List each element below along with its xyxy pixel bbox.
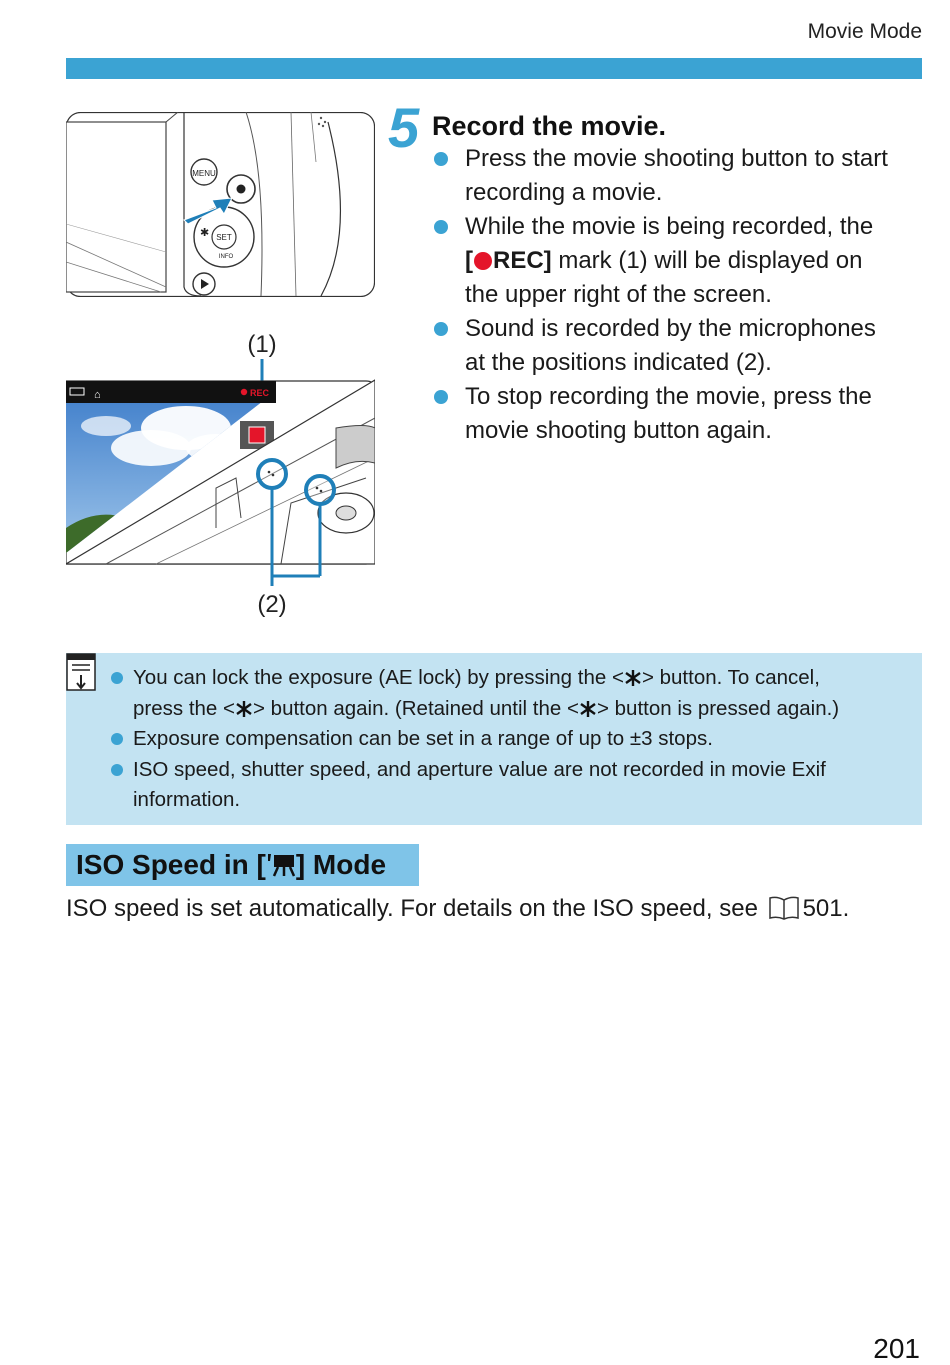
- step-bullet: To stop recording the movie, press the movie shooting button again.: [432, 380, 922, 448]
- note-box: [66, 653, 922, 825]
- header-title: Movie Mode: [807, 20, 922, 43]
- movie-mode-icon: [266, 852, 296, 878]
- bullet-dot-icon: [434, 220, 448, 234]
- step-title: Record the movie.: [432, 111, 667, 141]
- microphone-marker-left: [258, 460, 286, 488]
- menu-button-label: MENU: [192, 169, 216, 178]
- bullet-dot-icon: [111, 733, 123, 745]
- book-reference-icon: [767, 895, 801, 921]
- page-reference[interactable]: 501.: [802, 895, 850, 922]
- ae-lock-star-icon: [579, 700, 597, 718]
- page-number: 201: [873, 1333, 920, 1364]
- ae-lock-star-icon: [235, 700, 253, 718]
- step-bullet: Sound is recorded by the microphones at the positions indicated (2).: [432, 312, 922, 380]
- step-number: 5: [388, 96, 418, 159]
- set-button-label: SET: [216, 233, 232, 242]
- bullet-dot-icon: [111, 764, 123, 776]
- bullet-dot-icon: [111, 672, 123, 684]
- step-bullet: While the movie is being recorded, the [ REC] mark (1) will be displayed on the upper right of the screen.: [432, 210, 922, 312]
- note-list: [108, 663, 918, 816]
- bullet-dot-icon: [434, 322, 448, 336]
- camera-microphones-illustration: [66, 328, 375, 620]
- callout-1-label: (1): [247, 331, 277, 358]
- note-bullet: ISO speed, shutter speed, and aperture value are not recorded in movie Exif information.: [108, 755, 918, 816]
- step-bullet: Press the movie shooting button to start recording a movie.: [432, 142, 922, 210]
- header-bar: [66, 58, 922, 79]
- info-button-label: INFO: [218, 254, 234, 260]
- svg-text:✱: ✱: [200, 227, 210, 239]
- step-bullet-list: [432, 142, 922, 448]
- note-bullet: You can lock the exposure (AE lock) by pressing the < > button. To cancel, press the < > button again. (Retained until the < > button is pressed again.): [108, 663, 918, 724]
- callout-2-label: (2): [257, 591, 287, 618]
- svg-text:⌂: ⌂: [94, 389, 101, 401]
- bullet-dot-icon: [434, 152, 448, 166]
- bullet-dot-icon: [434, 390, 448, 404]
- ae-lock-star-icon: [624, 669, 642, 687]
- camera-back-illustration: [66, 112, 375, 297]
- rec-indicator: REC: [250, 388, 270, 398]
- rec-dot-icon: [474, 252, 492, 270]
- section-body-text: ISO speed is set automatically. For details on the ISO speed, see 501.: [66, 895, 850, 922]
- memo-icon: [66, 653, 96, 691]
- microphone-marker-right: [306, 476, 334, 504]
- section-heading: ISO Speed in [ ] Mode: [66, 844, 419, 886]
- note-bullet: Exposure compensation can be set in a range of up to ±3 stops.: [108, 724, 918, 755]
